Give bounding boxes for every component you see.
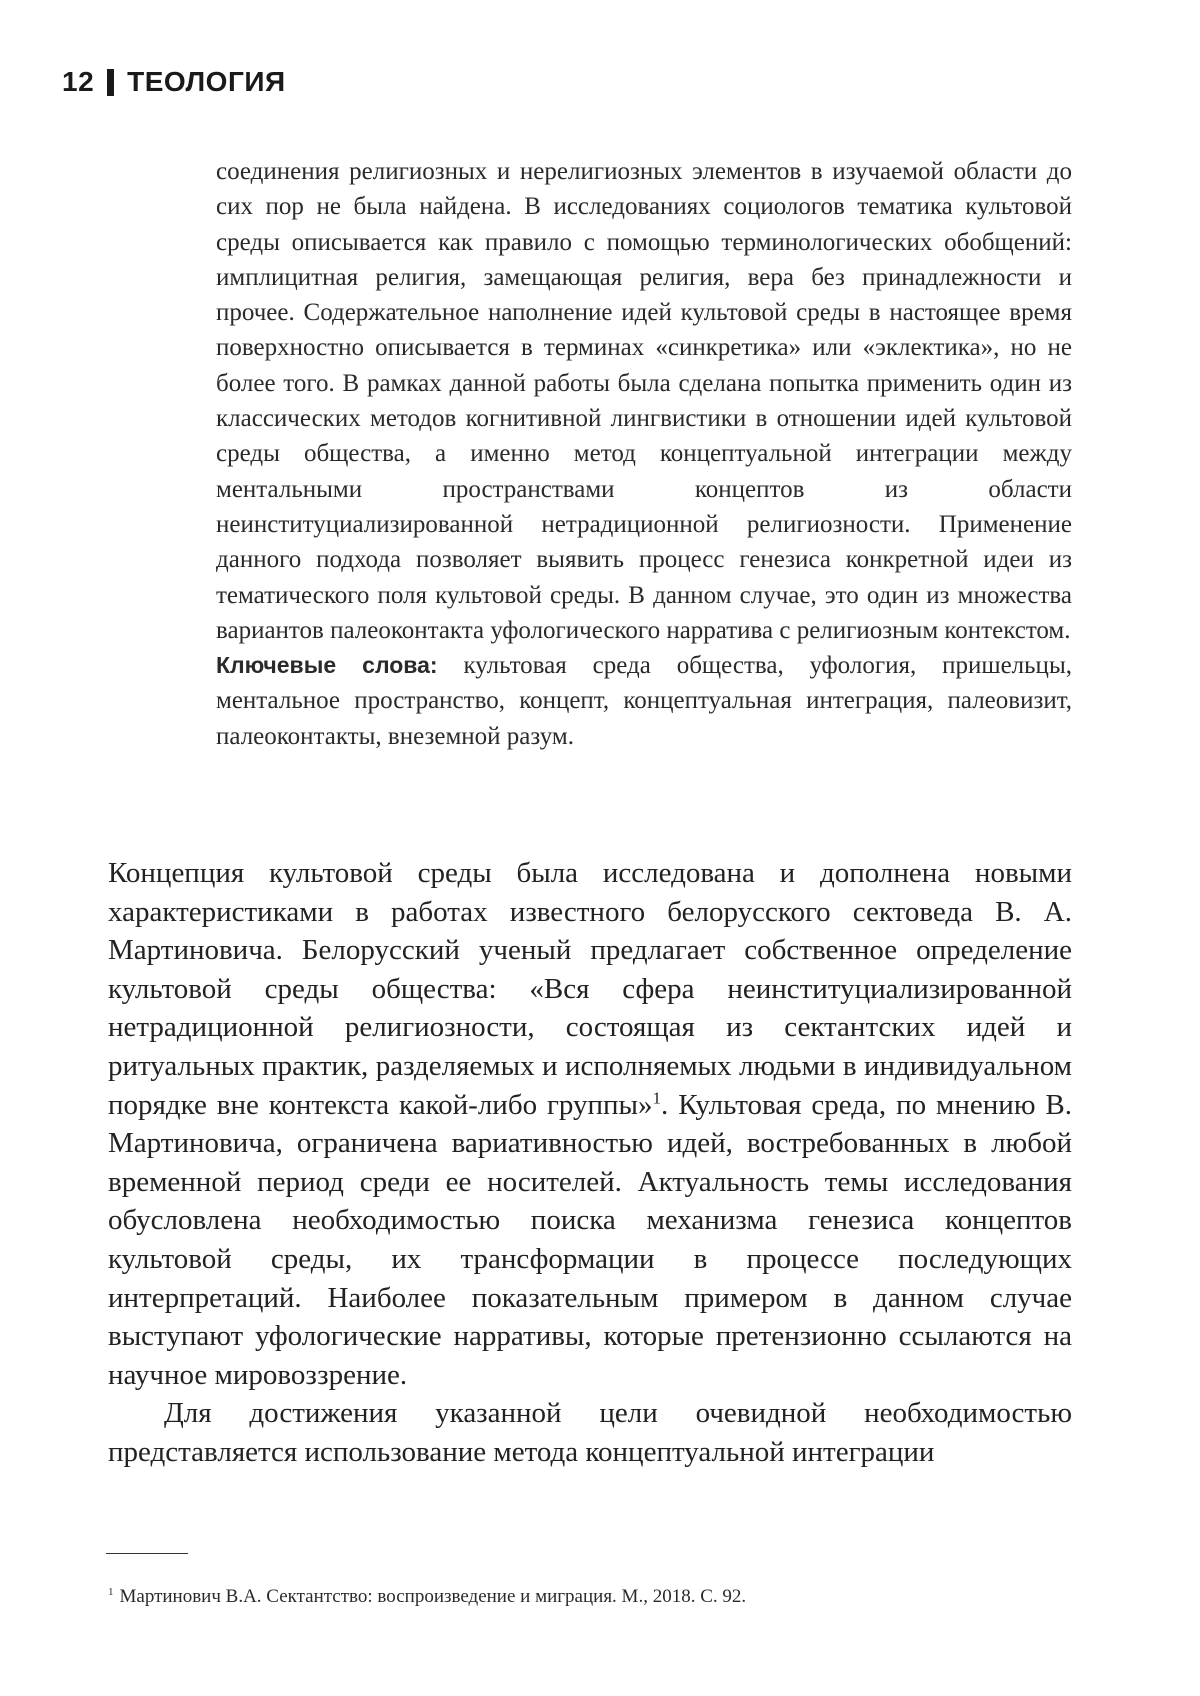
footnote-number: 1 bbox=[108, 1585, 114, 1598]
footnote-reference[interactable]: 1 bbox=[652, 1087, 662, 1107]
section-title: ТЕОЛОГИЯ bbox=[127, 66, 286, 97]
header-separator bbox=[107, 69, 114, 96]
body-text bbox=[108, 854, 1072, 1472]
keywords-list: культовая среда общества, уфология, пришельцы, ментальное пространство, концепт, концептуальная интеграция, палеовизит, палеоконтакты, внеземной разум. bbox=[216, 652, 1072, 750]
body-paragraph: Для достижения указанной цели очевидной необходимостью представляется использование метода концептуальной интеграции bbox=[108, 1397, 1072, 1468]
footnote bbox=[108, 1584, 1072, 1610]
keywords-label: Ключевые слова: bbox=[216, 652, 438, 679]
keywords bbox=[216, 648, 1072, 754]
abstract-text: соединения религиозных и нерелигиозных элементов в изучаемой области до сих пор не была найдена. В исследованиях социологов тематика культовой среды описывается как правило с помощью терминологических обобщений: имплицитная религия, замещающая религия, вера без принадлежности и прочее. Содержательное наполнение идей культовой среды в настоящее время поверхностно описывается в терминах «синкретика» или «эклектика», но не более того. В рамках данной работы была сделана попытка применить один из классических методов когнитивной лингвистики в отношении идей культовой среды общества, а именно метод концептуальной интеграции между ментальными пространствами концептов из области неинституциализированной нетрадиционной религиозности. Применение данного подхода позволяет выявить процесс генезиса конкретной идеи из тематического поля культовой среды. В данном случае, это один из множества вариантов палеоконтакта уфологического нарратива с религиозным контекстом. bbox=[216, 158, 1072, 644]
body-paragraph bbox=[108, 854, 1072, 1394]
page-number: 12 bbox=[62, 66, 95, 97]
paragraph-text: Концепция культовой среды была исследована и дополнена новыми характеристиками в работах известного белорусского сектоведа В. А. Мартиновича. Белорусский ученый предлагает собственное определение культовой среды общества: «Вся сфера неинституциализированной нетрадиционной религиозности, состоящая из сектантских идей и ритуальных практик, разделяемых и исполняемых людьми в индивидуальном порядке вне контекста какой-либо группы» bbox=[108, 857, 1072, 1121]
abstract bbox=[216, 154, 1072, 754]
footnote-divider bbox=[106, 1553, 188, 1554]
paragraph-text: . Культовая среда, по мнению В. Мартиновича, ограничена вариативностью идей, востребованных в любой временной период среди ее носителей. Актуальность темы исследования обусловлена необходимостью поиска механизма генезиса концептов культовой среды, их трансформации в процессе последующих интерпретаций. Наиболее показательным примером в данном случае выступают уфологические нарративы, которые претензионно ссылаются на научное мировоззрение. bbox=[108, 1088, 1072, 1391]
running-header bbox=[62, 64, 286, 100]
footnote-text: Мартинович В.А. Сектантство: воспроизведение и миграция. М., 2018. С. 92. bbox=[119, 1586, 747, 1607]
